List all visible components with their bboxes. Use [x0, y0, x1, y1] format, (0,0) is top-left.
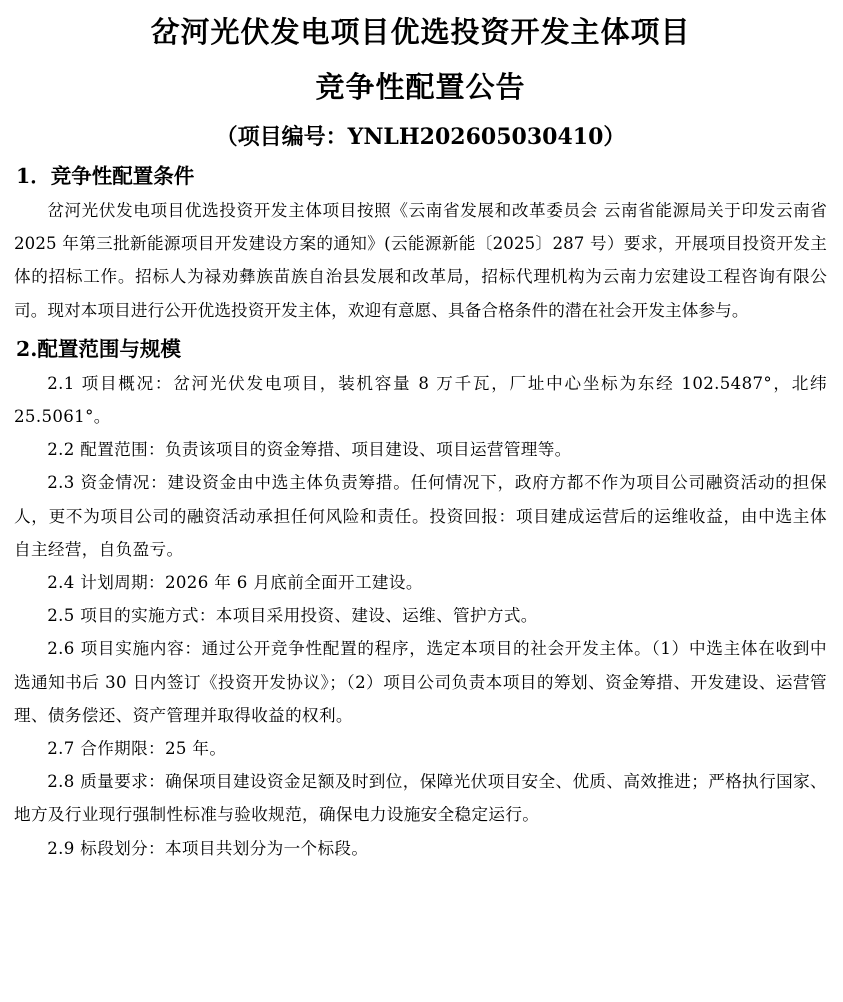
section-1 [14, 158, 827, 327]
project-number: （项目编号：YNLH202605030410） [215, 124, 626, 150]
lot-division-paragraph: 2.9 标段划分：本项目共划分为一个标段。 [47, 838, 369, 858]
configuration-scope-paragraph: 2.2 配置范围：负责该项目的资金筹措、项目建设、项目运营管理等。 [47, 440, 572, 460]
schedule-paragraph: 2.4 计划周期：2026 年 6 月底前全面开工建设。 [47, 573, 423, 593]
section-heading: 2.配置范围与规模 [16, 336, 181, 361]
quality-requirement-paragraph: 2.8 质量要求：确保项目建设资金足额及时到位，保障光伏项目安全、优质、高效推进；严格执行国家、地方及行业现行强制性标准与验收规范，确保电力设施安全稳定运行。 [14, 772, 827, 825]
cooperation-period-paragraph: 2.7 合作期限：25 年。 [47, 739, 227, 759]
section-heading: 1．竞争性配置条件 [16, 164, 195, 188]
implementation-content-paragraph: 2.6 项目实施内容：通过公开竞争性配置的程序，选定本项目的社会开发主体。（1）中选主体在收到中选通知书后 30 日内签订《投资开发协议》；（2）项目公司负责本项目的筹划、资金筹措、开发建设、运营管理、债务偿还、资产管理并取得收益的权利。 [14, 639, 827, 725]
project-overview-paragraph: 2.1 项目概况：岔河光伏发电项目，装机容量 8 万千瓦，厂址中心坐标为东经 102.5487°，北纬 25.5061°。 [14, 373, 827, 427]
section-paragraph: 岔河光伏发电项目优选投资开发主体项目按照《云南省发展和改革委员会 云南省能源局关于印发云南省 2025 年第三批新能源项目开发建设方案的通知》(云能源新能〔2025〕287 号）要求，开展项目投资开发主体的招标工作。招标人为禄劝彝族苗族自治县发展和改革局，招标代理机构为云南力宏建设工程咨询有限公司。现对本项目进行公开优选投资开发主体，欢迎有意愿、具备合格条件的潜在社会开发主体参与。 [14, 201, 827, 320]
document-subtitle: 竞争性配置公告 [315, 70, 526, 104]
funding-paragraph: 2.3 资金情况：建设资金由中选主体负责筹措。任何情况下，政府方都不作为项目公司融资活动的担保人，更不为项目公司的融资活动承担任何风险和责任。投资回报：项目建成运营后的运维收益，由中选主体自主经营，自负盈亏。 [14, 473, 827, 559]
document-title: 岔河光伏发电项目优选投资开发主体项目 [150, 15, 691, 49]
section-2 [14, 331, 827, 865]
implementation-method-paragraph: 2.5 项目的实施方式：本项目采用投资、建设、运维、管护方式。 [47, 606, 538, 626]
